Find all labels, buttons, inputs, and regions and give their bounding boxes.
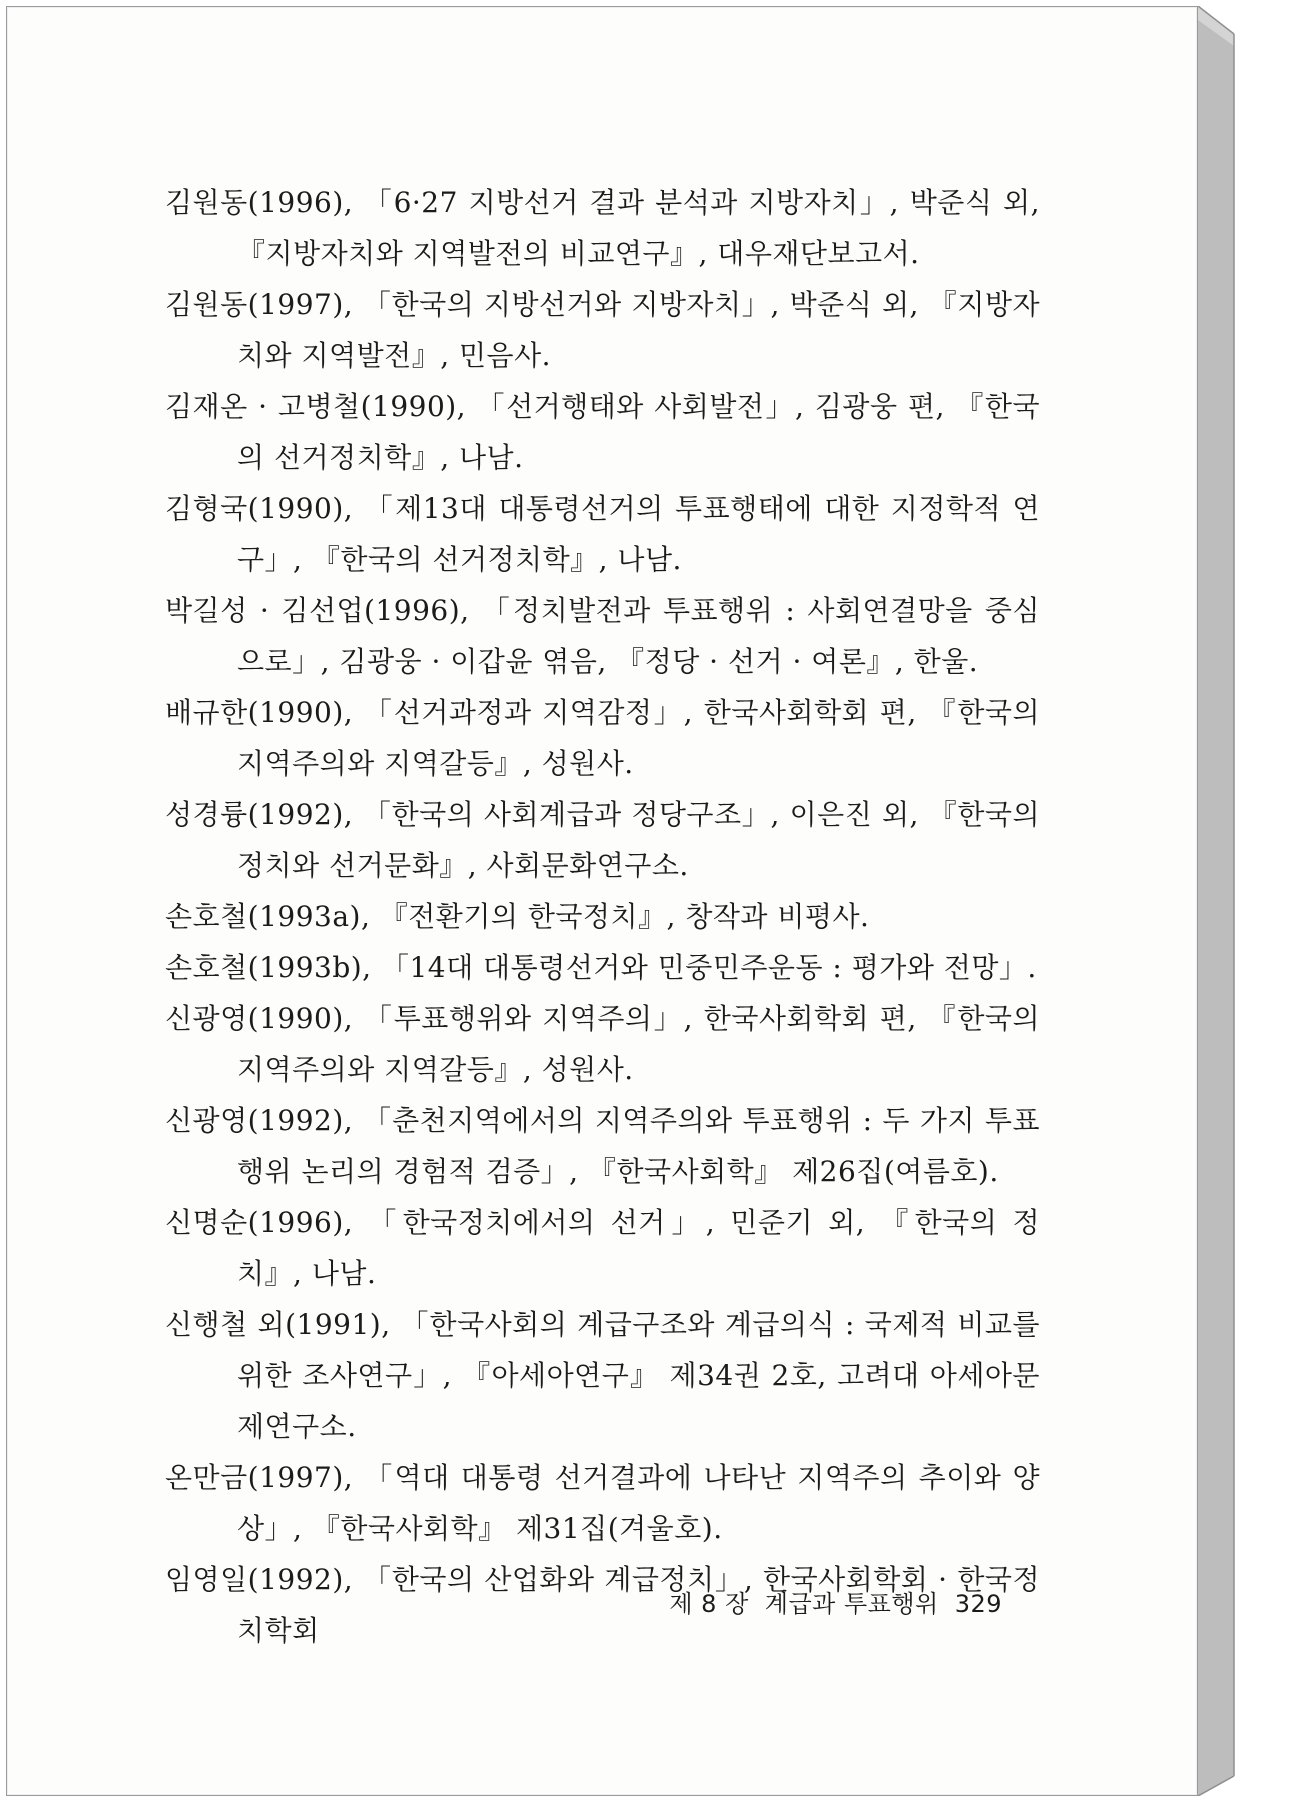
book-spine-edge [1198,6,1243,1796]
reference-entry: 손호철(1993a), 『전환기의 한국정치』, 창작과 비평사. [165,900,870,933]
reference-entry: 임영일(1992), 「한국의 산업화와 계급정치」, 한국사회학회 · 한국정치학회 [165,1563,1040,1647]
reference-entry: 김원동(1997), 「한국의 지방선거와 지방자치」, 박준식 외, 『지방자치와 지역발전』, 민음사. [165,288,1040,372]
chapter-title: 계급과 투표행위 [764,1590,939,1618]
reference-entry: 온만금(1997), 「역대 대통령 선거결과에 나타난 지역주의 추이와 양상」, 『한국사회학』 제31집(겨울호). [165,1461,1040,1545]
reference-entry: 김형국(1990), 「제13대 대통령선거의 투표행태에 대한 지정학적 연구」, 『한국의 선거정치학』, 나남. [165,492,1040,576]
reference-entry: 김재온 · 고병철(1990), 「선거행태와 사회발전」, 김광웅 편, 『한국의 선거정치학』, 나남. [165,390,1040,474]
chapter-number: 제 8 장 [669,1590,749,1618]
reference-list [165,177,1040,1656]
reference-entry: 신행철 외(1991), 「한국사회의 계급구조와 계급의식 : 국제적 비교를 위한 조사연구」, 『아세아연구』 제34권 2호, 고려대 아세아문제연구소. [165,1308,1040,1443]
reference-entry: 배규한(1990), 「선거과정과 지역감정」, 한국사회학회 편, 『한국의 지역주의와 지역갈등』, 성원사. [165,696,1040,780]
reference-entry: 손호철(1993b), 「14대 대통령선거와 민중민주운동 : 평가와 전망」. [165,951,1037,984]
reference-entry: 김원동(1996), 「6·27 지방선거 결과 분석과 지방자치」, 박준식 외, 『지방자치와 지역발전의 비교연구』, 대우재단보고서. [165,186,1040,270]
page-number: 329 [954,1590,1002,1618]
reference-entry: 신명순(1996), 「한국정치에서의 선거」, 민준기 외, 『한국의 정치』, 나남. [165,1206,1040,1290]
reference-entry: 성경륭(1992), 「한국의 사회계급과 정당구조」, 이은진 외, 『한국의 정치와 선거문화』, 사회문화연구소. [165,798,1040,882]
reference-entry: 신광영(1992), 「춘천지역에서의 지역주의와 투표행위 : 두 가지 투표행위 논리의 경험적 검증」, 『한국사회학』 제26집(여름호). [165,1104,1040,1188]
reference-entry: 신광영(1990), 「투표행위와 지역주의」, 한국사회학회 편, 『한국의 지역주의와 지역갈등』, 성원사. [165,1002,1040,1086]
reference-entry: 박길성 · 김선업(1996), 「정치발전과 투표행위 : 사회연결망을 중심으로」, 김광웅 · 이갑윤 엮음, 『정당 · 선거 · 여론』, 한울. [165,594,1040,678]
page-footer [7,1584,1002,1619]
book-page [6,6,1198,1796]
